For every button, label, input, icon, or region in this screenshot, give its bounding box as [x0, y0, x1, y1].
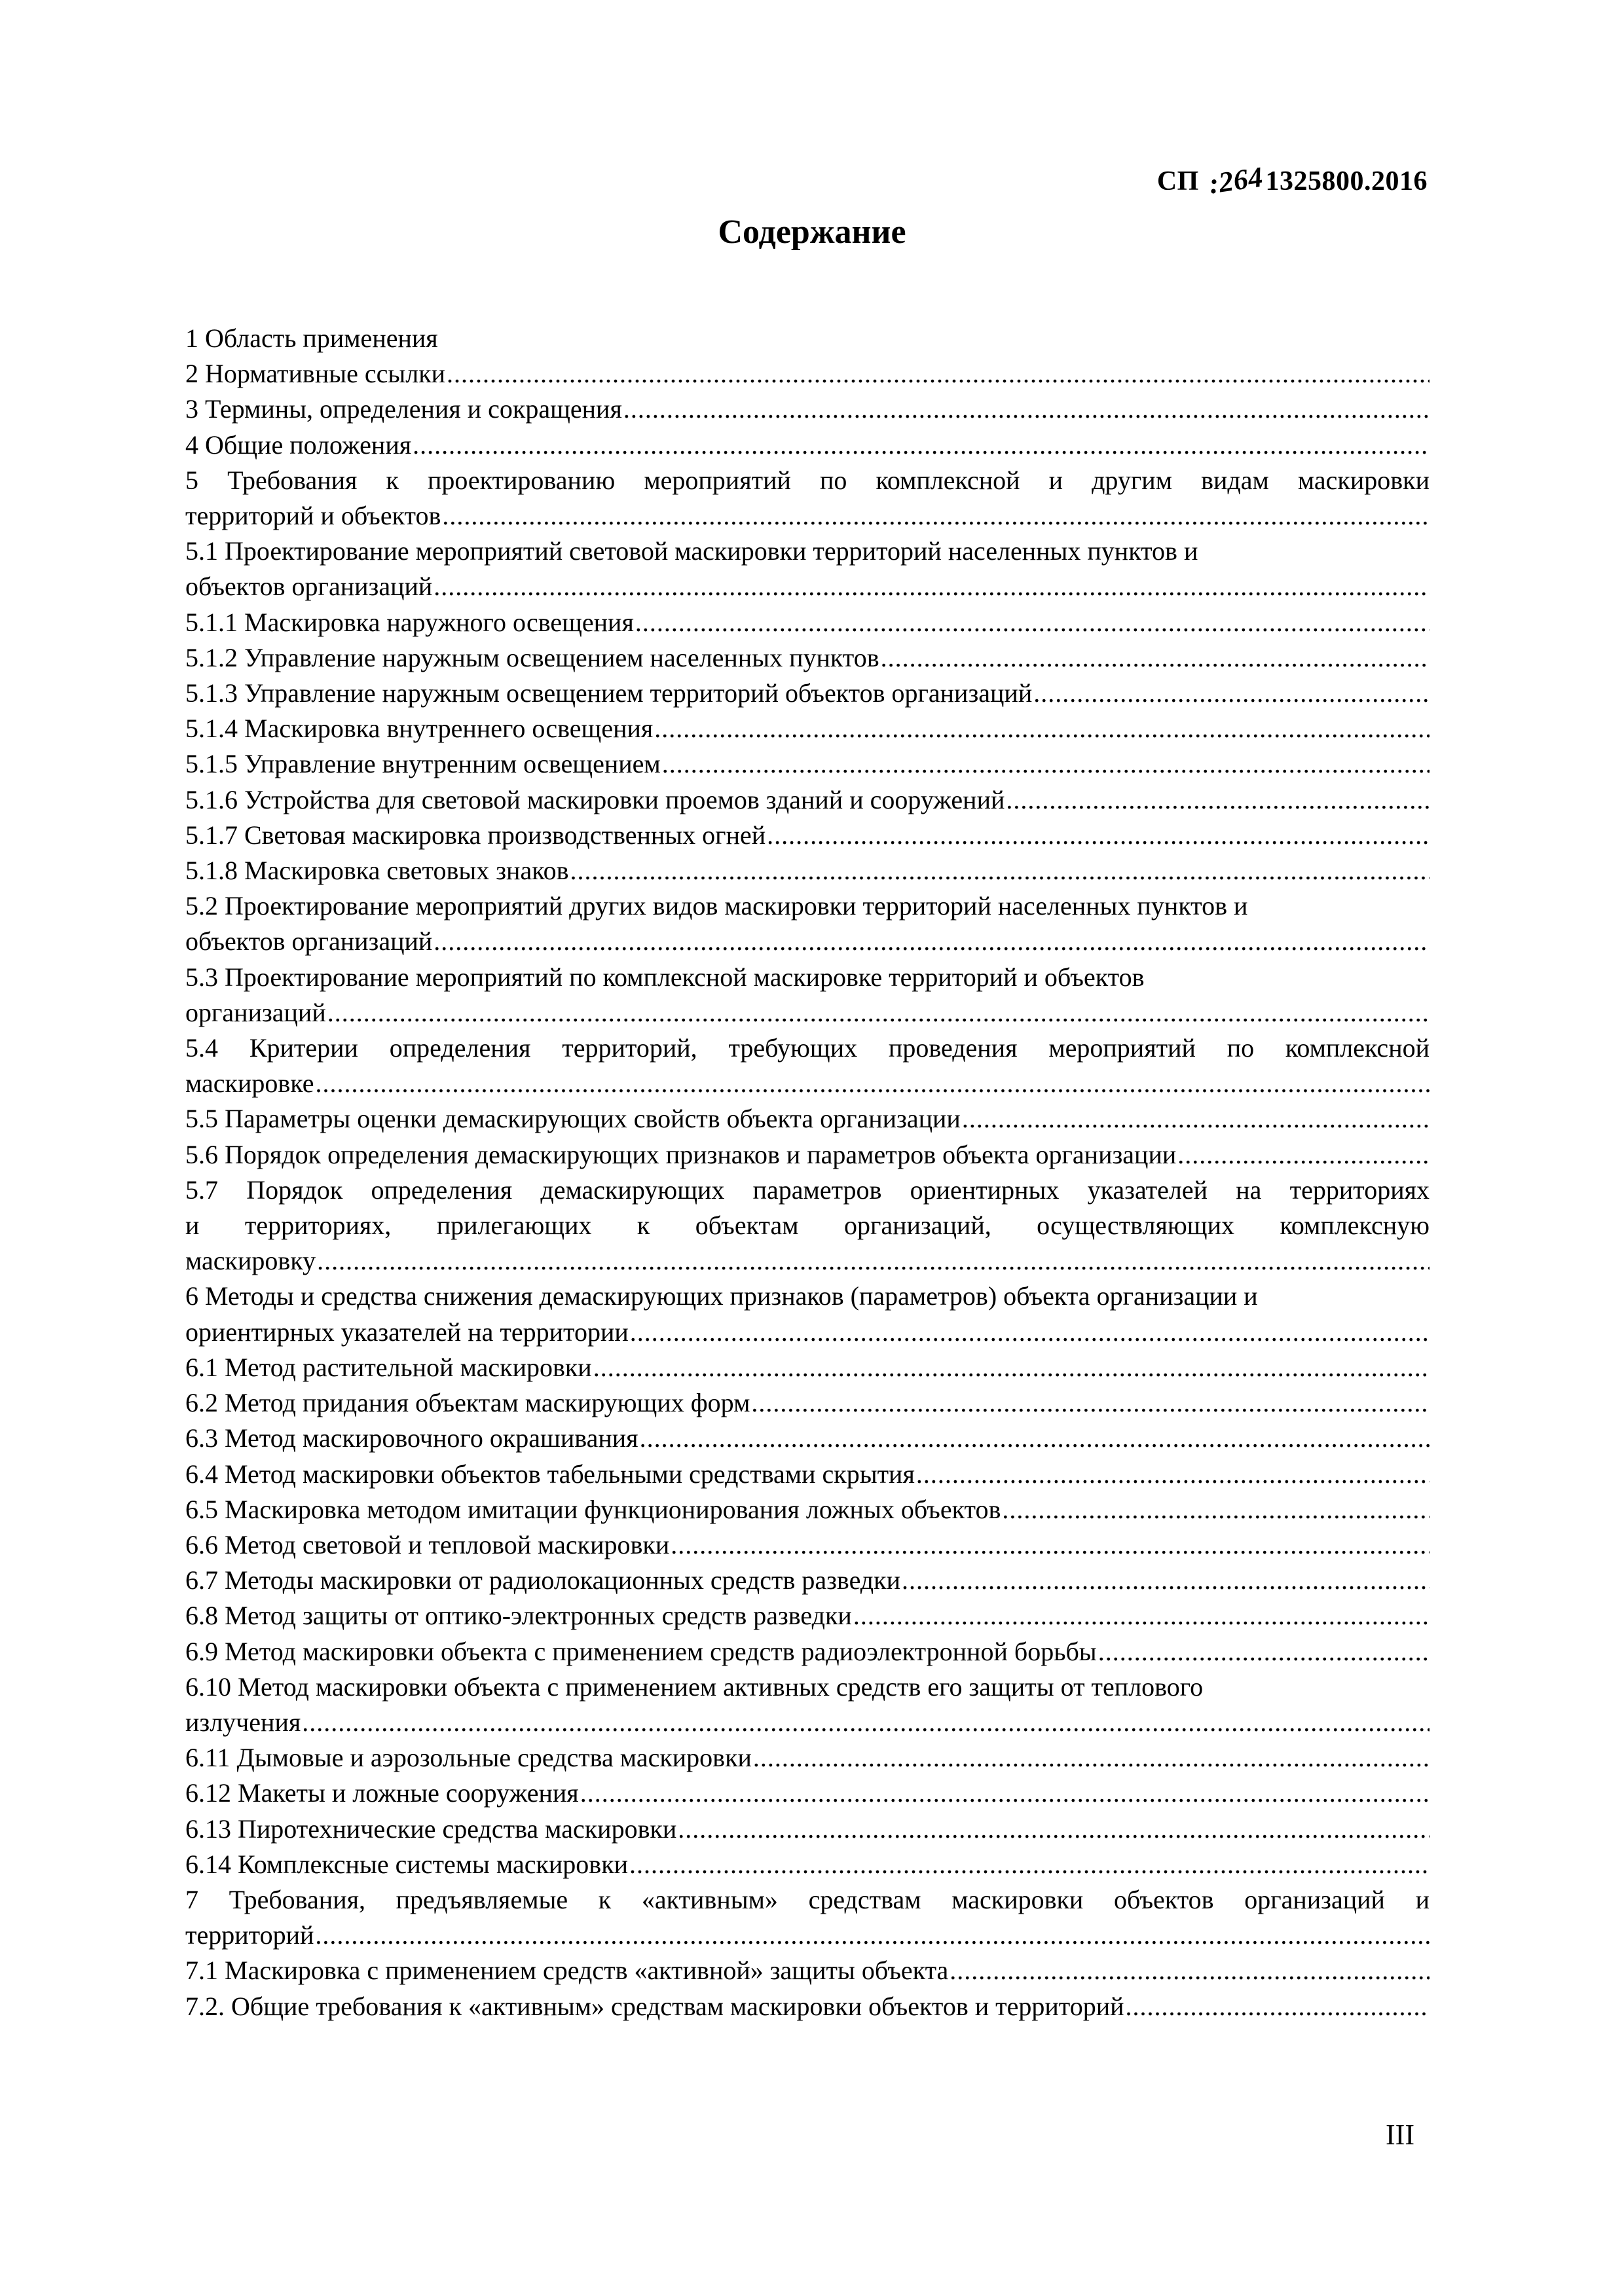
dot-leader	[580, 1776, 1430, 1811]
toc-entry-last-line	[185, 711, 1430, 746]
toc-entry-text: 5.1.2 Управление наружным освещением населенных пунктов	[185, 642, 879, 672]
dot-leader	[413, 428, 1430, 463]
dot-leader	[635, 605, 1430, 640]
toc-entry-text: 5.1.4 Маскировка внутреннего освещения	[185, 714, 654, 744]
toc-entry-text: 5.5 Параметры оценки демаскирующих свойств объекта организации	[185, 1104, 961, 1134]
toc-entry-text: 5.1.5 Управление внутренним освещением	[185, 749, 661, 779]
toc-entry[interactable]	[185, 746, 1430, 782]
toc-entry[interactable]	[185, 1101, 1430, 1137]
toc-entry-last-line	[185, 1740, 1430, 1776]
dot-leader	[623, 392, 1430, 427]
toc-entry-text: 6.13 Пиротехнические средства маскировки	[185, 1813, 677, 1844]
toc-entry-last-line	[185, 1492, 1430, 1527]
toc-entry-last-line	[185, 1457, 1430, 1492]
toc-entry[interactable]	[185, 1634, 1430, 1669]
toc-entry-last-line	[185, 746, 1430, 782]
toc-entry[interactable]	[185, 1598, 1430, 1633]
toc-entry-last-line	[185, 428, 1430, 463]
toc-entry[interactable]	[185, 1563, 1430, 1598]
toc-entry[interactable]	[185, 1137, 1430, 1173]
toc-entry[interactable]	[185, 428, 1430, 463]
toc-entry-text: организаций	[185, 997, 326, 1027]
toc-entry[interactable]	[185, 1847, 1430, 1882]
dot-leader	[629, 1847, 1430, 1882]
dot-leader	[317, 1243, 1430, 1279]
toc-entry-text: 5.1.3 Управление наружным освещением территорий объектов организаций	[185, 678, 1033, 708]
toc-entry-text: 6.11 Дымовые и аэрозольные средства маскировки	[185, 1743, 752, 1773]
dot-leader	[327, 995, 1430, 1030]
dot-leader	[315, 1918, 1430, 1953]
dot-leader	[1126, 1989, 1430, 2024]
toc-entry-text: 1 Область применения	[185, 323, 438, 353]
toc-entry-text: 5.1.8 Маскировка световых знаков	[185, 856, 569, 886]
toc-entry[interactable]	[185, 1457, 1430, 1492]
toc-entry-last-line	[185, 640, 1430, 676]
toc-entry-last-line	[185, 392, 1430, 427]
toc-entry-text: маскировку	[185, 1246, 316, 1276]
toc-entry[interactable]	[185, 853, 1430, 888]
toc-entry[interactable]	[185, 1882, 1430, 1953]
dot-leader	[640, 1421, 1430, 1456]
document-code-suffix: 1325800.2016	[1265, 166, 1428, 196]
dot-leader	[1006, 782, 1430, 818]
toc-entry[interactable]	[185, 1669, 1430, 1740]
toc-entry[interactable]	[185, 321, 1430, 356]
dot-leader	[1177, 1137, 1430, 1173]
toc-entry[interactable]	[185, 1812, 1430, 1847]
toc-entry-last-line	[185, 818, 1430, 853]
toc-entry-text: 5.1 Проектирование мероприятий световой маскировки территорий населенных пунктов и	[185, 536, 1198, 566]
toc-entry-last-line	[185, 995, 1430, 1030]
page-title: Содержание	[718, 213, 906, 251]
dot-leader	[1033, 676, 1430, 711]
toc-entry-text: излучения	[185, 1707, 301, 1737]
toc-entry[interactable]	[185, 1421, 1430, 1456]
toc-entry-text: 6.7 Методы маскировки от радиолокационных средств разведки	[185, 1565, 900, 1595]
toc-entry-last-line	[185, 676, 1430, 711]
toc-entry[interactable]	[185, 1030, 1430, 1101]
toc-entry-text: 6.5 Маскировка методом имитации функционирования ложных объектов	[185, 1494, 1001, 1524]
toc-entry-last-line	[185, 1315, 1430, 1350]
toc-entry[interactable]	[185, 1989, 1430, 2024]
toc-entry-text: 3 Термины, определения и сокращения	[185, 394, 622, 424]
toc-entry-text: 6.2 Метод придания объектам маскирующих форм	[185, 1388, 750, 1418]
toc-entry-text: и территориях, прилегающих к объектам организаций, осуществляющих комплексную	[185, 1211, 1430, 1241]
dot-leader	[593, 1350, 1430, 1385]
toc-entry-text: объектов организаций	[185, 572, 433, 602]
toc-entry-last-line	[185, 782, 1430, 818]
dot-leader	[630, 1315, 1430, 1350]
handwritten-number: :264	[1206, 160, 1265, 200]
toc-entry[interactable]	[185, 640, 1430, 676]
toc-entry-text: 5.3 Проектирование мероприятий по комплексной маскировке территорий и объектов	[185, 962, 1145, 992]
toc-entry[interactable]	[185, 782, 1430, 818]
toc-entry-text: 6.6 Метод световой и тепловой маскировки	[185, 1529, 670, 1559]
toc-entry[interactable]	[185, 676, 1430, 711]
toc-entry-text: 7.1 Маскировка с применением средств «активной» защиты объекта	[185, 1956, 949, 1986]
dot-leader	[853, 1598, 1430, 1633]
toc-entry-text: 6.9 Метод маскировки объекта с применением средств радиоэлектронной борьбы	[185, 1636, 1097, 1666]
toc-entry-last-line	[185, 1953, 1430, 1988]
toc-entry-text: территорий	[185, 1920, 314, 1950]
document-code-prefix: СП	[1156, 166, 1199, 196]
dot-leader	[916, 1457, 1430, 1492]
toc-entry-last-line	[185, 1066, 1430, 1101]
toc-entry-last-line	[185, 1421, 1430, 1456]
toc-entry-text: 6.3 Метод маскировочного окрашивания	[185, 1423, 638, 1453]
toc-entry-text: 7.2. Общие требования к «активным» средствам маскировки объектов и территорий	[185, 1991, 1124, 2021]
dot-leader	[434, 924, 1430, 959]
toc-entry-text: 5.4 Критерии определения территорий, требующих проведения мероприятий по комплексной	[185, 1033, 1430, 1063]
toc-entry-text: 6.1 Метод растительной маскировки	[185, 1352, 592, 1382]
toc-entry-last-line	[185, 1137, 1430, 1173]
toc-entry-last-line	[185, 1705, 1430, 1740]
dot-leader	[753, 1740, 1430, 1776]
toc-entry-last-line	[185, 1101, 1430, 1137]
dot-leader	[570, 853, 1430, 888]
toc-entry-last-line	[185, 1918, 1430, 1953]
dot-leader	[662, 746, 1430, 782]
dot-leader	[447, 356, 1430, 392]
dot-leader	[767, 818, 1430, 853]
toc-entry-text: 6.8 Метод защиты от оптико-электронных средств разведки	[185, 1601, 852, 1631]
toc-entry[interactable]	[185, 711, 1430, 746]
toc-entry[interactable]	[185, 463, 1430, 534]
toc-entry-text: 6.10 Метод маскировки объекта с применением активных средств его защиты от теплового	[185, 1671, 1204, 1702]
dot-leader	[902, 1563, 1430, 1598]
toc-entry[interactable]	[185, 1173, 1430, 1279]
toc-entry-last-line	[185, 498, 1430, 534]
toc-entry-text: 6.12 Макеты и ложные сооружения	[185, 1778, 579, 1808]
toc-entry-text: 5.1.1 Маскировка наружного освещения	[185, 607, 634, 637]
toc-entry-text: 5 Требования к проектированию мероприятий по комплексной и другим видам маскировки	[185, 465, 1430, 495]
toc-entry-last-line	[185, 1847, 1430, 1882]
toc-entry-text: 5.6 Порядок определения демаскирующих признаков и параметров объекта организации	[185, 1139, 1177, 1169]
dot-leader	[678, 1812, 1430, 1847]
toc-entry[interactable]	[185, 960, 1430, 1030]
table-of-contents	[185, 321, 1430, 2024]
toc-entry-last-line	[185, 605, 1430, 640]
toc-entry-text: маскировке	[185, 1068, 314, 1099]
toc-entry-last-line	[185, 1812, 1430, 1847]
toc-entry-text: ориентирных указателей на территории	[185, 1317, 629, 1347]
dot-leader	[950, 1953, 1430, 1988]
toc-entry-last-line	[185, 1563, 1430, 1598]
toc-entry-text: 7 Требования, предъявляемые к «активным» средствам маскировки объектов организаций и	[185, 1884, 1430, 1914]
toc-entry[interactable]	[185, 1776, 1430, 1811]
toc-entry-last-line	[185, 1243, 1430, 1279]
toc-entry[interactable]	[185, 1492, 1430, 1527]
dot-leader	[1098, 1634, 1430, 1669]
toc-entry[interactable]	[185, 356, 1430, 392]
toc-entry-last-line	[185, 853, 1430, 888]
toc-entry-text: территорий и объектов	[185, 501, 441, 531]
toc-entry[interactable]	[185, 888, 1430, 959]
toc-entry-last-line	[185, 1989, 1430, 2024]
dot-leader	[654, 711, 1430, 746]
dot-leader	[751, 1385, 1430, 1421]
toc-entry-text: 5.1.6 Устройства для световой маскировки проемов зданий и сооружений	[185, 784, 1005, 814]
toc-entry-last-line	[185, 1776, 1430, 1811]
toc-entry-last-line	[185, 1598, 1430, 1633]
page-number: III	[1386, 2119, 1414, 2151]
dot-leader	[962, 1101, 1430, 1137]
dot-leader	[881, 640, 1430, 676]
toc-entry[interactable]	[185, 1740, 1430, 1776]
dot-leader	[434, 569, 1430, 604]
toc-entry[interactable]	[185, 392, 1430, 427]
toc-entry-text: 6.14 Комплексные системы маскировки	[185, 1849, 629, 1879]
toc-entry-last-line	[185, 1385, 1430, 1421]
dot-leader	[315, 1066, 1430, 1101]
toc-entry[interactable]	[185, 534, 1430, 604]
toc-entry-text: 6.4 Метод маскировки объектов табельными средствами скрытия	[185, 1459, 915, 1489]
dot-leader	[302, 1705, 1430, 1740]
toc-entry-last-line	[185, 1527, 1430, 1563]
toc-entry-last-line	[185, 924, 1430, 959]
dot-leader	[1002, 1492, 1430, 1527]
toc-entry-last-line	[185, 1350, 1430, 1385]
toc-entry-last-line	[185, 356, 1430, 392]
toc-entry-last-line	[185, 1634, 1430, 1669]
toc-entry-text: 6 Методы и средства снижения демаскирующих признаков (параметров) объекта организации и	[185, 1281, 1258, 1311]
toc-entry-text: 5.2 Проектирование мероприятий других видов маскировки территорий населенных пунктов и	[185, 891, 1248, 921]
toc-entry-text: 5.1.7 Световая маскировка производственных огней	[185, 820, 766, 850]
toc-entry[interactable]	[185, 1953, 1430, 1988]
toc-entry-last-line	[185, 569, 1430, 604]
document-code	[1156, 160, 1428, 200]
toc-entry[interactable]	[185, 1350, 1430, 1385]
toc-entry[interactable]	[185, 605, 1430, 640]
dot-leader	[442, 498, 1430, 534]
toc-entry-text: 2 Нормативные ссылки	[185, 359, 446, 389]
toc-entry[interactable]	[185, 1527, 1430, 1563]
dot-leader	[671, 1527, 1430, 1563]
toc-entry-text: объектов организаций	[185, 926, 433, 957]
toc-entry[interactable]	[185, 818, 1430, 853]
toc-entry-text: 5.7 Порядок определения демаскирующих параметров ориентирных указателей на территориях	[185, 1175, 1430, 1205]
toc-entry-text: 4 Общие положения	[185, 429, 412, 460]
toc-entry[interactable]	[185, 1279, 1430, 1349]
toc-entry[interactable]	[185, 1385, 1430, 1421]
